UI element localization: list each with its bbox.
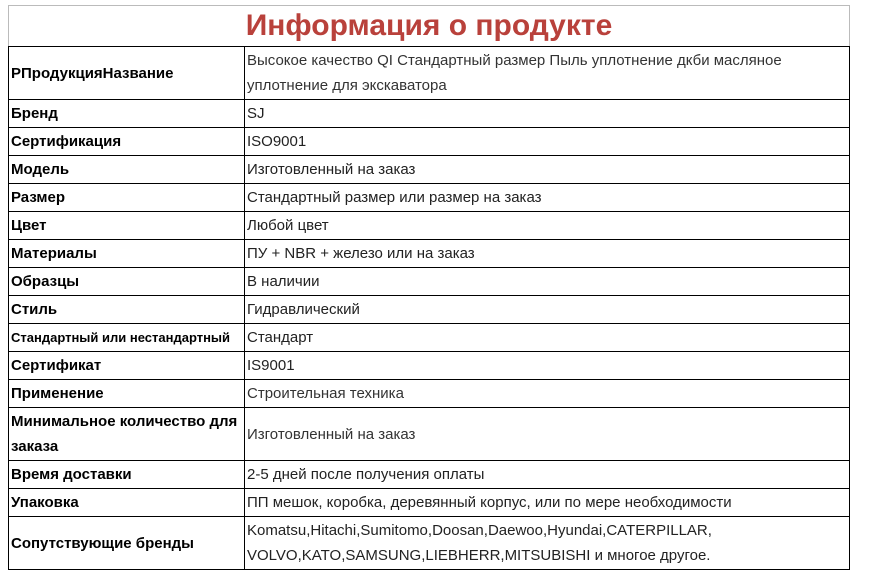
row-label-product-name: РПродукцияНазвание <box>9 47 245 100</box>
row-value-packaging: ПП мешок, коробка, деревянный корпус, или по мере необходимости <box>245 489 850 517</box>
row-value-samples: В наличии <box>245 268 850 296</box>
table-title: Информация о продукте <box>9 6 850 47</box>
table-row <box>9 156 850 184</box>
row-label-size: Размер <box>9 184 245 212</box>
table-row <box>9 47 850 100</box>
row-value-delivery: 2-5 дней после получения оплаты <box>245 461 850 489</box>
row-label-samples: Образцы <box>9 268 245 296</box>
table-row <box>9 517 850 570</box>
row-label-packaging: Упаковка <box>9 489 245 517</box>
row-value-model: Изготовленный на заказ <box>245 156 850 184</box>
row-label-standard: Стандартный или нестандартный <box>9 324 245 352</box>
row-value-materials: ПУ + NBR + железо или на заказ <box>245 240 850 268</box>
table-row <box>9 461 850 489</box>
table-row <box>9 268 850 296</box>
table-row <box>9 296 850 324</box>
row-label-related-brands: Сопутствующие бренды <box>9 517 245 570</box>
row-label-certification: Сертификация <box>9 128 245 156</box>
table-row <box>9 184 850 212</box>
table-row <box>9 324 850 352</box>
product-spec-table <box>8 5 850 570</box>
table-row <box>9 352 850 380</box>
row-label-moq: Минимальное количество для заказа <box>9 408 245 461</box>
row-value-certificate: IS9001 <box>245 352 850 380</box>
row-value-color: Любой цвет <box>245 212 850 240</box>
row-value-size: Стандартный размер или размер на заказ <box>245 184 850 212</box>
row-label-delivery: Время доставки <box>9 461 245 489</box>
row-value-certification: ISO9001 <box>245 128 850 156</box>
product-info-container <box>8 5 849 570</box>
row-value-moq: Изготовленный на заказ <box>245 408 850 461</box>
row-value-style: Гидравлический <box>245 296 850 324</box>
table-row <box>9 100 850 128</box>
table-row <box>9 380 850 408</box>
table-row <box>9 212 850 240</box>
table-row <box>9 128 850 156</box>
table-row <box>9 489 850 517</box>
table-row <box>9 240 850 268</box>
row-value-product-name: Высокое качество QI Стандартный размер Пыль уплотнение дкби масляное уплотнение для экскаватора <box>245 47 850 100</box>
row-label-certificate: Сертификат <box>9 352 245 380</box>
row-label-style: Стиль <box>9 296 245 324</box>
table-row <box>9 408 850 461</box>
row-value-brand: SJ <box>245 100 850 128</box>
row-label-color: Цвет <box>9 212 245 240</box>
row-value-related-brands: Komatsu,Hitachi,Sumitomo,Doosan,Daewoo,Hyundai,CATERPILLAR, VOLVO,KATO,SAMSUNG,LIEBHERR,MITSUBISHI и многое другое. <box>245 517 850 570</box>
row-label-brand: Бренд <box>9 100 245 128</box>
row-value-standard: Стандарт <box>245 324 850 352</box>
row-value-application: Строительная техника <box>245 380 850 408</box>
row-label-model: Модель <box>9 156 245 184</box>
title-row <box>9 6 850 47</box>
row-label-materials: Материалы <box>9 240 245 268</box>
row-label-application: Применение <box>9 380 245 408</box>
